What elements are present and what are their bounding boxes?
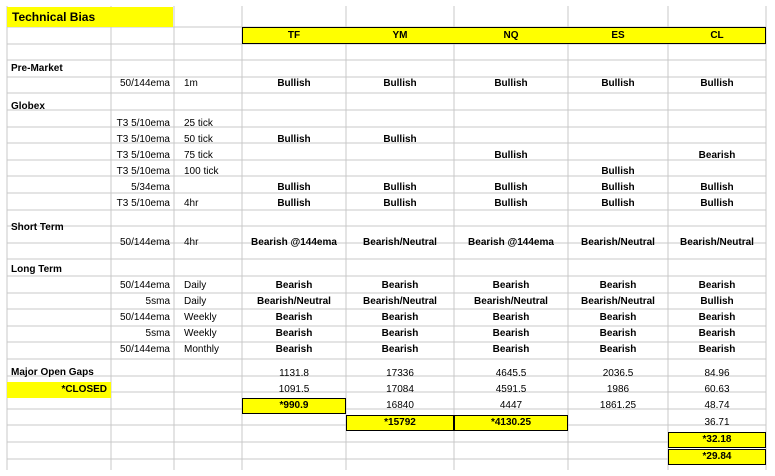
- bias-cell-nq[interactable]: [454, 116, 568, 132]
- indicator-label[interactable]: 50/144ema: [119, 312, 170, 323]
- sheet-title[interactable]: Technical Bias: [7, 7, 173, 27]
- bias-cell-ym[interactable]: Bullish: [383, 198, 417, 209]
- section-globex[interactable]: Globex: [11, 101, 45, 112]
- gap-value-nq[interactable]: [454, 432, 568, 448]
- bias-cell-tf[interactable]: Bullish: [277, 198, 311, 209]
- bias-cell-nq[interactable]: Bullish: [494, 182, 528, 193]
- gap-value-nq[interactable]: [454, 449, 568, 465]
- bias-cell-ym[interactable]: Bearish: [381, 328, 419, 339]
- bias-cell-nq[interactable]: Bearish: [492, 280, 530, 291]
- bias-cell-nq[interactable]: Bearish: [492, 328, 530, 339]
- indicator-label[interactable]: T3 5/10ema: [116, 118, 170, 129]
- bias-cell-es[interactable]: Bearish: [599, 328, 637, 339]
- gap-value-tf[interactable]: [242, 432, 346, 448]
- bias-cell-es[interactable]: Bearish: [599, 280, 637, 291]
- timeframe-label[interactable]: 75 tick: [184, 150, 213, 161]
- bias-cell-es[interactable]: [568, 148, 668, 164]
- bias-cell-tf[interactable]: Bullish: [277, 134, 311, 145]
- gap-value-nq[interactable]: 4645.5: [495, 368, 527, 379]
- gap-value-cl[interactable]: 84.96: [704, 368, 730, 379]
- bias-cell-es[interactable]: Bullish: [601, 78, 635, 89]
- bias-cell-ym[interactable]: Bullish: [383, 134, 417, 145]
- timeframe-label[interactable]: Monthly: [184, 344, 220, 355]
- col-header-ym[interactable]: YM: [392, 30, 408, 41]
- bias-cell-cl[interactable]: [668, 132, 766, 148]
- gap-value-es[interactable]: [568, 415, 668, 431]
- bias-cell-cl[interactable]: Bullish: [700, 198, 734, 209]
- bias-cell-es[interactable]: Bearish/Neutral: [581, 237, 655, 248]
- bias-cell-es[interactable]: Bearish: [599, 344, 637, 355]
- bias-cell-cl[interactable]: Bullish: [700, 78, 734, 89]
- bias-cell-tf[interactable]: [242, 164, 346, 180]
- gap-value-tf[interactable]: 1091.5: [278, 384, 310, 395]
- bias-cell-ym[interactable]: Bullish: [383, 182, 417, 193]
- bias-cell-es[interactable]: [568, 132, 668, 148]
- gap-value-tf[interactable]: [242, 449, 346, 465]
- timeframe-label[interactable]: Daily: [184, 296, 207, 307]
- bias-cell-es[interactable]: Bullish: [601, 182, 635, 193]
- timeframe-label[interactable]: 50 tick: [184, 134, 213, 145]
- gap-value-nq[interactable]: 4447: [499, 400, 523, 411]
- bias-cell-nq[interactable]: [454, 132, 568, 148]
- indicator-label[interactable]: 5sma: [145, 296, 170, 307]
- timeframe-label[interactable]: [174, 180, 242, 196]
- bias-cell-tf[interactable]: Bullish: [277, 78, 311, 89]
- gap-value-ym[interactable]: 17084: [386, 384, 414, 395]
- bias-cell-es[interactable]: Bullish: [601, 166, 635, 177]
- timeframe-label[interactable]: 1m: [184, 78, 198, 89]
- indicator-label[interactable]: T3 5/10ema: [116, 166, 170, 177]
- col-header-tf[interactable]: TF: [287, 30, 301, 41]
- bias-cell-tf[interactable]: Bearish: [275, 328, 313, 339]
- bias-cell-tf[interactable]: Bearish: [275, 280, 313, 291]
- col-header-nq[interactable]: NQ: [503, 30, 519, 41]
- bias-cell-es[interactable]: Bearish: [599, 312, 637, 323]
- bias-cell-tf[interactable]: Bearish: [275, 344, 313, 355]
- gap-value-nq[interactable]: *4130.25: [454, 415, 568, 431]
- timeframe-label[interactable]: Daily: [184, 280, 207, 291]
- bias-cell-nq[interactable]: Bullish: [494, 198, 528, 209]
- gap-value-cl[interactable]: *32.18: [668, 432, 766, 448]
- bias-cell-cl[interactable]: Bearish: [698, 280, 736, 291]
- gap-value-cl[interactable]: 36.71: [704, 417, 730, 428]
- bias-cell-nq[interactable]: Bearish @144ema: [468, 237, 554, 248]
- gap-value-nq[interactable]: 4591.5: [495, 384, 527, 395]
- bias-cell-ym[interactable]: [346, 164, 454, 180]
- bias-cell-nq[interactable]: Bearish: [492, 344, 530, 355]
- indicator-label[interactable]: T3 5/10ema: [116, 150, 170, 161]
- bias-cell-cl[interactable]: Bullish: [700, 182, 734, 193]
- indicator-label[interactable]: T3 5/10ema: [116, 198, 170, 209]
- bias-cell-nq[interactable]: Bearish/Neutral: [474, 296, 548, 307]
- bias-cell-cl[interactable]: Bearish: [698, 150, 736, 161]
- bias-cell-nq[interactable]: Bullish: [494, 78, 528, 89]
- section-pre-market[interactable]: Pre-Market: [11, 63, 63, 74]
- bias-cell-tf[interactable]: [242, 148, 346, 164]
- bias-cell-cl[interactable]: Bearish/Neutral: [680, 237, 754, 248]
- closed-label[interactable]: *CLOSED: [7, 382, 111, 398]
- bias-cell-cl[interactable]: Bullish: [700, 296, 734, 307]
- indicator-label[interactable]: 50/144ema: [119, 78, 170, 89]
- gap-value-cl[interactable]: 60.63: [704, 384, 730, 395]
- bias-cell-tf[interactable]: Bearish: [275, 312, 313, 323]
- gap-value-tf[interactable]: *990.9: [242, 398, 346, 414]
- gap-value-ym[interactable]: *15792: [346, 415, 454, 431]
- bias-cell-es[interactable]: [568, 116, 668, 132]
- bias-cell-ym[interactable]: [346, 148, 454, 164]
- indicator-label[interactable]: 5sma: [145, 328, 170, 339]
- section-short-term[interactable]: Short Term: [11, 222, 64, 233]
- gap-value-es[interactable]: [568, 432, 668, 448]
- bias-cell-cl[interactable]: Bearish: [698, 328, 736, 339]
- bias-cell-ym[interactable]: Bullish: [383, 78, 417, 89]
- gap-value-tf[interactable]: [242, 415, 346, 431]
- bias-cell-ym[interactable]: Bearish/Neutral: [363, 296, 437, 307]
- bias-cell-tf[interactable]: Bearish/Neutral: [257, 296, 331, 307]
- col-header-cl[interactable]: CL: [710, 30, 724, 41]
- bias-cell-ym[interactable]: [346, 116, 454, 132]
- bias-cell-cl[interactable]: [668, 116, 766, 132]
- bias-cell-cl[interactable]: [668, 164, 766, 180]
- bias-cell-tf[interactable]: Bearish @144ema: [251, 237, 337, 248]
- gap-value-ym[interactable]: [346, 449, 454, 465]
- bias-cell-tf[interactable]: [242, 116, 346, 132]
- indicator-label[interactable]: 5/34ema: [131, 182, 170, 193]
- gap-value-es[interactable]: [568, 449, 668, 465]
- bias-cell-ym[interactable]: Bearish/Neutral: [363, 237, 437, 248]
- bias-cell-es[interactable]: Bearish/Neutral: [581, 296, 655, 307]
- col-header-es[interactable]: ES: [611, 30, 625, 41]
- gap-value-ym[interactable]: 16840: [386, 400, 414, 411]
- timeframe-label[interactable]: 100 tick: [184, 166, 219, 177]
- gap-value-tf[interactable]: 1131.8: [279, 368, 309, 379]
- bias-cell-ym[interactable]: Bearish: [381, 344, 419, 355]
- bias-cell-ym[interactable]: Bearish: [381, 280, 419, 291]
- section-major-open-gaps[interactable]: Major Open Gaps: [11, 367, 94, 378]
- timeframe-label[interactable]: 4hr: [184, 237, 199, 248]
- bias-cell-tf[interactable]: Bullish: [277, 182, 311, 193]
- gap-value-ym[interactable]: [346, 432, 454, 448]
- gap-value-cl[interactable]: 48.74: [704, 400, 730, 411]
- bias-cell-cl[interactable]: Bearish: [698, 344, 736, 355]
- bias-cell-nq[interactable]: Bullish: [494, 150, 528, 161]
- indicator-label[interactable]: 50/144ema: [119, 280, 170, 291]
- bias-cell-nq[interactable]: [454, 164, 568, 180]
- timeframe-label[interactable]: Weekly: [184, 328, 217, 339]
- indicator-label[interactable]: 50/144ema: [119, 344, 170, 355]
- timeframe-label[interactable]: 25 tick: [184, 118, 213, 129]
- gap-value-cl[interactable]: *29.84: [668, 449, 766, 465]
- indicator-label[interactable]: T3 5/10ema: [116, 134, 170, 145]
- gap-value-es[interactable]: 1861.25: [599, 400, 637, 411]
- bias-cell-ym[interactable]: Bearish: [381, 312, 419, 323]
- gap-value-es[interactable]: 2036.5: [602, 368, 634, 379]
- timeframe-label[interactable]: Weekly: [184, 312, 217, 323]
- timeframe-label[interactable]: 4hr: [184, 198, 199, 209]
- gap-value-ym[interactable]: 17336: [386, 368, 414, 379]
- indicator-label[interactable]: 50/144ema: [119, 237, 170, 248]
- bias-cell-es[interactable]: Bullish: [601, 198, 635, 209]
- gap-value-es[interactable]: 1986: [606, 384, 630, 395]
- bias-cell-nq[interactable]: Bearish: [492, 312, 530, 323]
- bias-cell-cl[interactable]: Bearish: [698, 312, 736, 323]
- section-long-term[interactable]: Long Term: [11, 264, 62, 275]
